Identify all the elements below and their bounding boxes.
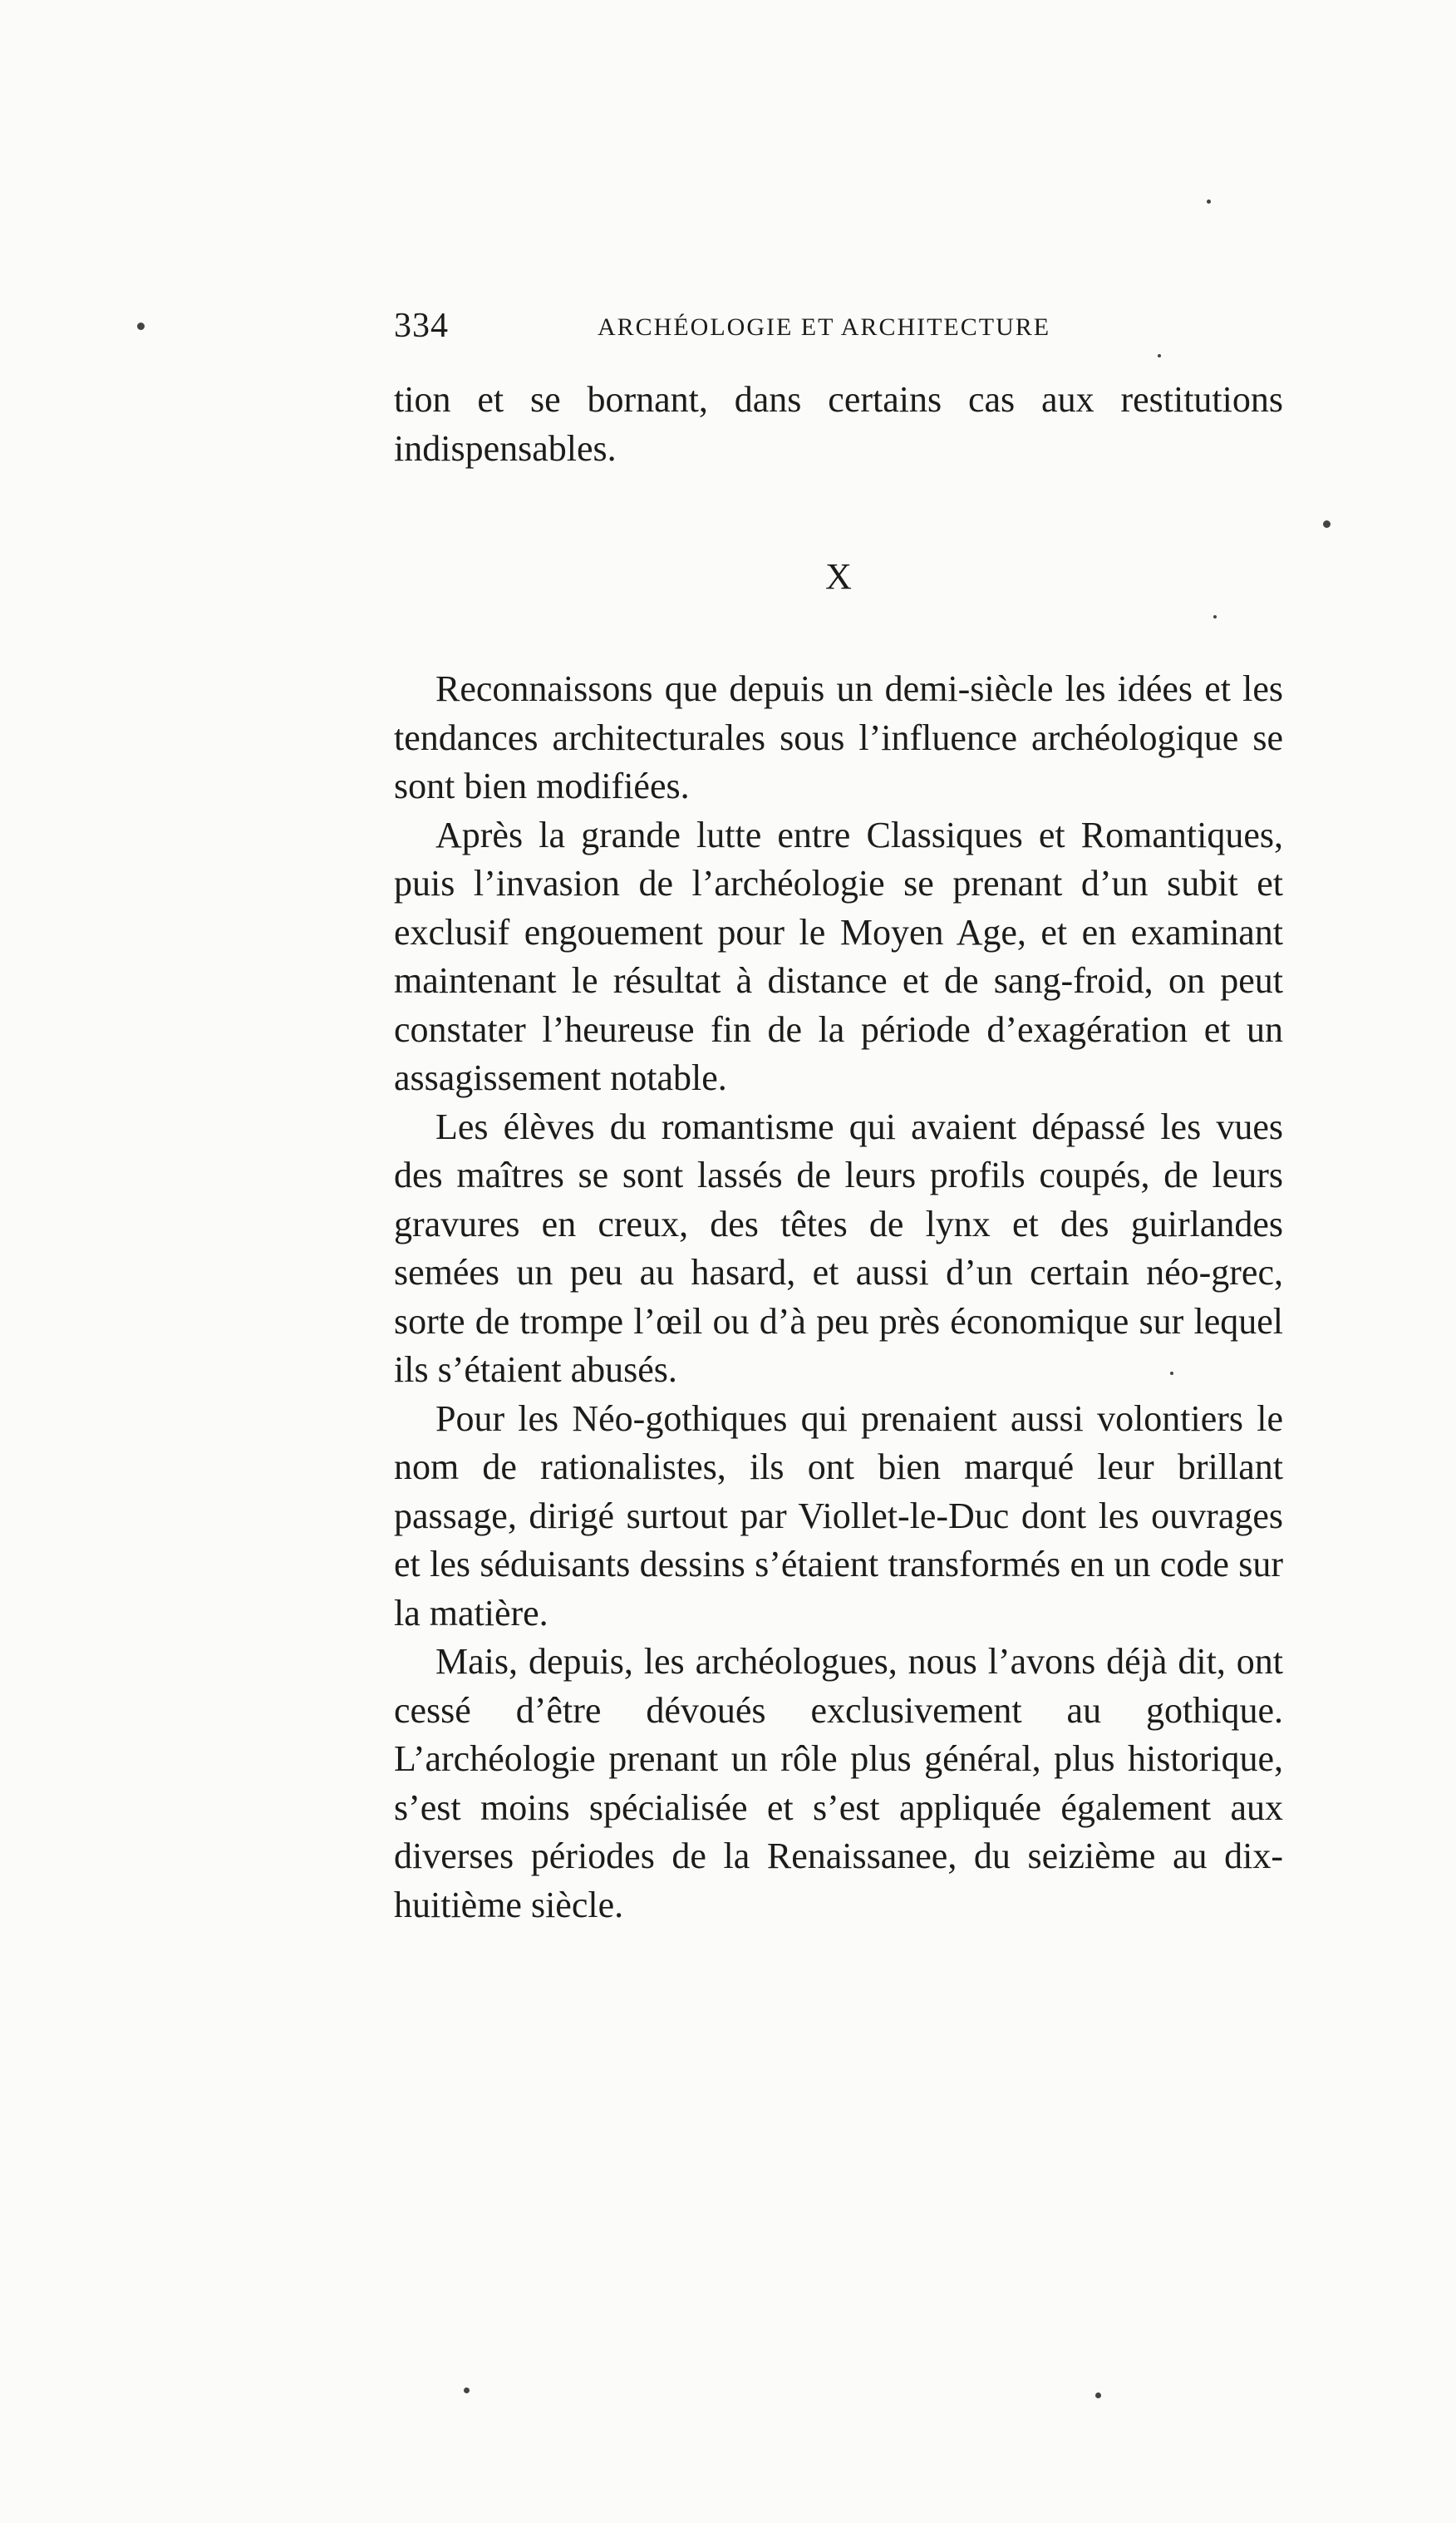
paragraph-5: Mais, depuis, les archéologues, nous l’avons déjà dit, ont cessé d’être dévoués exclusivement au gothique. L’archéologie prenant un rôle plus général, plus historique, s’est moins spécialisée et s’est appliquée également aux diverses périodes de la Renaissanee, du seizième au dix-huitième siècle. xyxy=(394,1641,1283,1925)
continuation-paragraph: tion et se bornant, dans certains cas aux restitutions indispensables. xyxy=(394,379,1283,469)
scan-speck xyxy=(1323,520,1331,528)
continuation-text xyxy=(394,376,1283,473)
section-body xyxy=(394,665,1283,1929)
paragraph-3: Les élèves du romantisme qui avaient dépassé les vues des maîtres se sont lassés de leurs profils coupés, de leurs gravures en creux, des têtes de lynx et des guirlandes semées un peu au hasard, et aussi d’un certain néo-grec, sorte de trompe l’œil ou d’à peu près économique sur lequel ils s’étaient abusés. xyxy=(394,1106,1283,1390)
running-head xyxy=(394,306,1283,356)
page-number: 334 xyxy=(394,307,449,345)
paragraph-2: Après la grande lutte entre Classiques et Romantiques, puis l’invasion de l’archéologie se prenant d’un subit et exclusif engouement pour le Moyen Age, et en examinant maintenant le résultat à distance et de sang-froid, on peut constater l’heureuse fin de la période d’exagération et un assagissement notable. xyxy=(394,814,1283,1098)
scan-speck xyxy=(464,2387,470,2393)
running-title: ARCHÉOLOGIE ET ARCHITECTURE xyxy=(598,313,1051,341)
scan-speck xyxy=(1095,2392,1101,2398)
paragraph-1: Reconnaissons que depuis un demi-siècle les idées et les tendances architecturales sous l’influence archéologique se sont bien modifiées. xyxy=(394,668,1283,806)
scan-speck xyxy=(1158,354,1161,357)
scan-speck xyxy=(1207,200,1211,204)
scan-speck xyxy=(137,323,145,330)
scan-speck xyxy=(1170,1372,1173,1375)
scan-speck xyxy=(1213,615,1217,618)
paragraph-4: Pour les Néo-gothiques qui prenaient aussi volontiers le nom de rationalistes, ils ont bien marqué leur brillant passage, dirigé surtout par Viollet-le-Duc dont les ouvrages et les séduisants dessins s’étaient transformés en un code sur la matière. xyxy=(394,1397,1283,1634)
section-heading: X xyxy=(825,556,852,597)
